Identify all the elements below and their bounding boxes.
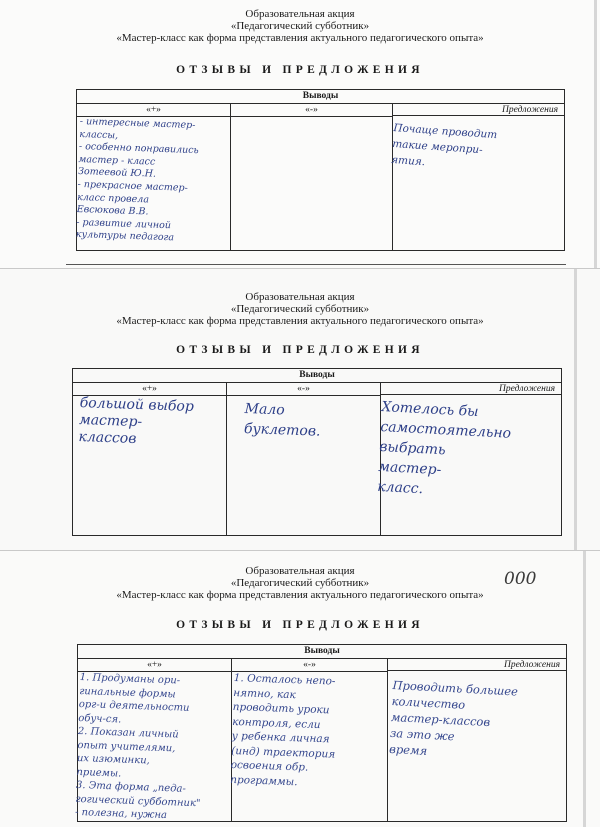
header-line-2: «Педагогический субботник» — [230, 20, 370, 32]
sheet-title: ОТЗЫВЫ И ПРЕДЛОЖЕНИЯ — [176, 344, 424, 356]
table-section-header: Выводы — [77, 90, 564, 104]
handwritten-plus-3: 1. Продуманы ори- гинальные формы орг-и деятельности обуч-ся. 2. Показан личный опыт учителями, их изюминки, приемы. 3. Эта форма „педа- гогический субботник" - полезна, нужна — [74, 671, 201, 822]
feedback-sheet-2 — [0, 268, 600, 551]
handwritten-proposals-2: Хотелось бы самостоятельно выбрать мастер- класс. — [376, 398, 512, 498]
sheet-header — [0, 291, 600, 327]
col-header-plus: «+» — [73, 383, 226, 396]
col-header-minus: «-» — [232, 659, 387, 672]
header-line-2: «Педагогический субботник» — [230, 303, 370, 315]
col-header-proposals: Предложения — [393, 104, 564, 116]
column-divider — [387, 659, 388, 821]
header-line-1: Образовательная акция — [245, 291, 355, 303]
handwritten-minus-3: 1. Осталось непо- нятно, как проводить уроки контроля, если у ребенка личная (инд) траектория освоения обр. программы. — [230, 671, 336, 788]
feedback-sheet-3 — [0, 550, 600, 827]
feedback-sheet-1 — [0, 0, 600, 268]
table-section-header: Выводы — [78, 645, 566, 659]
handwritten-proposals-1: Почаще проводит такие меропри- ятия. — [390, 121, 498, 169]
handwritten-mark: 000 — [504, 569, 537, 589]
header-line-1: Образовательная акция — [245, 8, 355, 20]
table-section-header: Выводы — [73, 369, 561, 383]
col-header-proposals: Предложения — [388, 659, 566, 671]
handwritten-minus-2: Мало буклетов. — [243, 400, 321, 440]
col-header-minus: «-» — [227, 383, 380, 396]
handwritten-plus-1: - интересные мастер- классы, - особенно понравились мастер - класс Зотеевой Ю.Н. - прекрасное мастер- класс провела Евсюкова В.В. - развитие личной культуры педагога — [75, 116, 199, 244]
column-divider — [226, 383, 227, 535]
column-divider — [230, 104, 231, 250]
header-line-2: «Педагогический субботник» — [230, 577, 370, 589]
col-header-minus: «-» — [231, 104, 392, 117]
col-header-plus: «+» — [77, 104, 230, 117]
sheet-header — [0, 8, 600, 44]
col-header-proposals: Предложения — [381, 383, 561, 395]
handwritten-plus-2: большой выбор мастер- классов — [78, 395, 195, 447]
sheet-title: ОТЗЫВЫ И ПРЕДЛОЖЕНИЯ — [176, 64, 424, 76]
col-header-plus: «+» — [78, 659, 231, 672]
sheet-title: ОТЗЫВЫ И ПРЕДЛОЖЕНИЯ — [176, 619, 424, 631]
handwritten-proposals-3: Проводить большее количество мастер-классов за это же время — [388, 677, 519, 758]
header-line-3: «Мастер-класс как форма представления актуального педагогического опыта» — [116, 589, 484, 601]
header-line-1: Образовательная акция — [245, 565, 355, 577]
header-line-3: «Мастер-класс как форма представления актуального педагогического опыта» — [116, 32, 484, 44]
header-line-3: «Мастер-класс как форма представления актуального педагогического опыта» — [116, 315, 484, 327]
bottom-rule — [66, 264, 566, 265]
